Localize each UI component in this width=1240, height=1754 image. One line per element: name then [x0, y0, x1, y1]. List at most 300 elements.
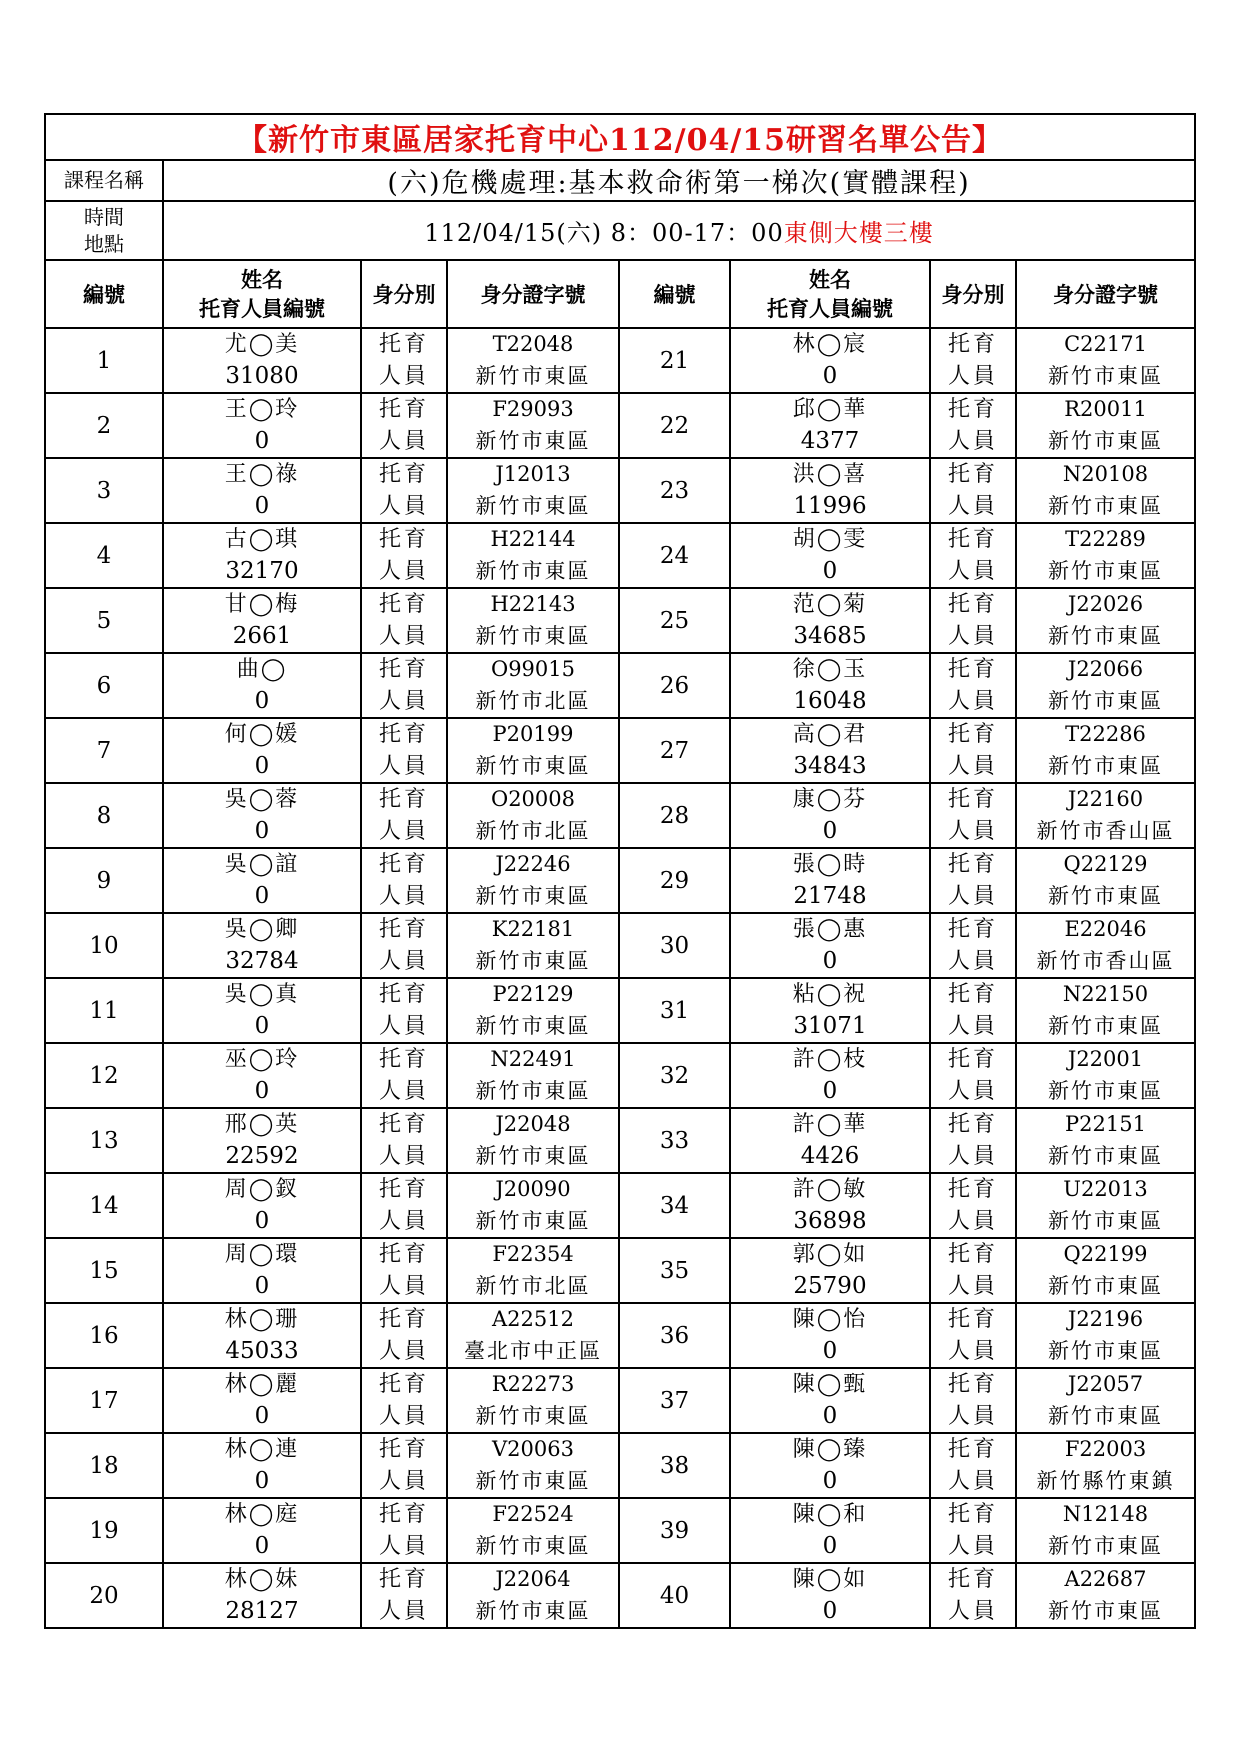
caregiver-cell	[163, 653, 361, 718]
col-header-id: 身分證字號	[447, 260, 619, 328]
caregiver-code: 4426	[800, 1143, 860, 1169]
caregiver-code: 0	[254, 1403, 270, 1429]
caregiver-name: 何◯媛	[224, 722, 300, 747]
caregiver-stack	[731, 394, 929, 457]
status-cell	[930, 1563, 1016, 1628]
status-line-1: 托育	[947, 462, 998, 487]
caregiver-name: 徐◯玉	[792, 657, 868, 682]
caregiver-code: 0	[254, 1468, 270, 1494]
id-stack	[448, 654, 618, 717]
status-line-1: 托育	[378, 657, 429, 682]
id-cell	[447, 653, 619, 718]
table-row	[45, 588, 1195, 653]
id-number: J20090	[495, 1177, 571, 1201]
id-cell	[447, 1108, 619, 1173]
id-area: 新竹市東區	[475, 1469, 591, 1493]
caregiver-code: 0	[254, 688, 270, 714]
caregiver-code: 25790	[793, 1273, 867, 1299]
status-line-1: 托育	[947, 1567, 998, 1592]
id-stack	[1017, 1044, 1194, 1107]
caregiver-cell	[163, 913, 361, 978]
id-number: E22046	[1064, 917, 1147, 941]
id-cell	[447, 1303, 619, 1368]
page-title: 【新竹市東區居家托育中心112/04/15研習名單公告】	[45, 114, 1195, 160]
status-line-1: 托育	[947, 657, 998, 682]
status-cell	[930, 458, 1016, 523]
status-cell	[361, 1563, 447, 1628]
id-stack	[1017, 784, 1194, 847]
status-line-2: 人員	[947, 1339, 998, 1364]
status-stack	[362, 524, 446, 587]
id-cell	[1016, 1303, 1195, 1368]
id-stack	[1017, 1109, 1194, 1172]
caregiver-cell	[730, 393, 930, 458]
id-number: T22048	[492, 332, 574, 356]
id-stack	[448, 784, 618, 847]
status-line-1: 托育	[947, 1372, 998, 1397]
status-line-1: 托育	[947, 1437, 998, 1462]
caregiver-stack	[731, 589, 929, 652]
status-line-1: 托育	[378, 1242, 429, 1267]
id-area: 新竹縣竹東鎮	[1036, 1469, 1175, 1493]
caregiver-code: 34685	[793, 623, 867, 649]
status-cell	[361, 1433, 447, 1498]
caregiver-code: 0	[254, 753, 270, 779]
caregiver-name: 康◯芬	[792, 787, 868, 812]
status-line-1: 托育	[378, 787, 429, 812]
id-stack	[1017, 1239, 1194, 1302]
id-area: 新竹市東區	[1048, 754, 1164, 778]
caregiver-stack	[164, 719, 360, 782]
caregiver-cell	[730, 718, 930, 783]
id-cell	[447, 1368, 619, 1433]
table-row	[45, 1108, 1195, 1173]
row-number: 37	[619, 1368, 730, 1433]
id-area: 新竹市東區	[1048, 1339, 1164, 1363]
status-stack	[362, 784, 446, 847]
id-stack	[1017, 1174, 1194, 1237]
status-cell	[361, 848, 447, 913]
id-stack	[1017, 979, 1194, 1042]
row-number: 16	[45, 1303, 163, 1368]
status-line-1: 托育	[947, 852, 998, 877]
status-cell	[930, 1043, 1016, 1108]
row-number: 2	[45, 393, 163, 458]
id-area: 新竹市東區	[1048, 1144, 1164, 1168]
id-number: V20063	[492, 1437, 574, 1461]
table-row	[45, 1433, 1195, 1498]
status-cell	[930, 978, 1016, 1043]
id-cell	[1016, 653, 1195, 718]
status-cell	[361, 913, 447, 978]
id-area: 新竹市東區	[475, 1079, 591, 1103]
caregiver-name: 吳◯蓉	[224, 787, 300, 812]
status-line-2: 人員	[378, 884, 429, 909]
table-row	[45, 523, 1195, 588]
status-line-1: 托育	[947, 1242, 998, 1267]
id-stack	[448, 1499, 618, 1562]
caregiver-cell	[730, 913, 930, 978]
status-cell	[361, 523, 447, 588]
status-line-2: 人員	[378, 364, 429, 389]
id-number: U22013	[1063, 1177, 1148, 1201]
id-area: 新竹市東區	[1048, 1534, 1164, 1558]
row-number: 20	[45, 1563, 163, 1628]
status-line-1: 托育	[378, 917, 429, 942]
course-label: 課程名稱	[45, 160, 163, 201]
row-number: 35	[619, 1238, 730, 1303]
caregiver-name: 吳◯卿	[224, 917, 300, 942]
status-line-2: 人員	[378, 1534, 429, 1559]
id-cell	[1016, 848, 1195, 913]
status-line-1: 托育	[947, 1502, 998, 1527]
status-stack	[931, 524, 1015, 587]
status-line-2: 人員	[947, 1209, 998, 1234]
status-line-1: 托育	[947, 1047, 998, 1072]
caregiver-code: 0	[822, 1338, 838, 1364]
row-number: 19	[45, 1498, 163, 1563]
caregiver-code: 11996	[793, 493, 867, 519]
id-area: 新竹市東區	[475, 559, 591, 583]
caregiver-stack	[164, 784, 360, 847]
id-cell	[1016, 783, 1195, 848]
id-number: H22144	[490, 527, 576, 551]
id-number: P22151	[1065, 1112, 1146, 1136]
caregiver-code: 0	[254, 1208, 270, 1234]
row-number: 34	[619, 1173, 730, 1238]
id-area: 新竹市東區	[1048, 1209, 1164, 1233]
id-number: J22048	[495, 1112, 571, 1136]
status-stack	[931, 784, 1015, 847]
row-number: 21	[619, 328, 730, 393]
caregiver-name: 林◯宸	[792, 332, 868, 357]
status-stack	[931, 654, 1015, 717]
status-line-2: 人員	[947, 494, 998, 519]
status-cell	[930, 1498, 1016, 1563]
id-area: 新竹市北區	[475, 819, 591, 843]
row-number: 22	[619, 393, 730, 458]
caregiver-code: 0	[254, 1013, 270, 1039]
status-stack	[931, 394, 1015, 457]
status-line-1: 托育	[947, 1307, 998, 1332]
caregiver-stack	[731, 524, 929, 587]
row-number: 25	[619, 588, 730, 653]
id-stack	[1017, 524, 1194, 587]
status-line-1: 托育	[378, 527, 429, 552]
caregiver-stack	[164, 1369, 360, 1432]
id-cell	[1016, 1433, 1195, 1498]
caregiver-cell	[730, 653, 930, 718]
caregiver-stack	[731, 1564, 929, 1627]
status-line-2: 人員	[947, 1274, 998, 1299]
id-number: F22354	[492, 1242, 574, 1266]
header-row	[45, 260, 1195, 328]
caregiver-stack	[164, 394, 360, 457]
caregiver-stack	[164, 654, 360, 717]
caregiver-code: 4377	[800, 428, 860, 454]
status-stack	[931, 1434, 1015, 1497]
status-cell	[930, 393, 1016, 458]
caregiver-code: 2661	[232, 623, 292, 649]
caregiver-name: 尤◯美	[224, 332, 300, 357]
id-area: 新竹市香山區	[1036, 819, 1175, 843]
status-line-2: 人員	[947, 1079, 998, 1104]
status-line-1: 托育	[378, 982, 429, 1007]
status-line-2: 人員	[378, 1404, 429, 1429]
id-stack	[1017, 914, 1194, 977]
id-number: F29093	[492, 397, 574, 421]
id-cell	[447, 1043, 619, 1108]
caregiver-name: 胡◯雯	[792, 527, 868, 552]
caregiver-stack	[164, 849, 360, 912]
row-number: 5	[45, 588, 163, 653]
caregiver-stack	[164, 1239, 360, 1302]
status-cell	[361, 393, 447, 458]
id-number: N22491	[490, 1047, 576, 1071]
id-area: 新竹市東區	[475, 364, 591, 388]
status-line-1: 托育	[378, 462, 429, 487]
status-stack	[931, 459, 1015, 522]
caregiver-name: 粘◯祝	[792, 982, 868, 1007]
id-number: F22003	[1064, 1437, 1147, 1461]
status-line-2: 人員	[947, 819, 998, 844]
col-header-name-l2: 托育人員編號	[199, 296, 325, 321]
caregiver-code: 0	[254, 1078, 270, 1104]
caregiver-stack	[164, 1174, 360, 1237]
caregiver-name: 陳◯甄	[792, 1372, 868, 1397]
status-line-2: 人員	[378, 624, 429, 649]
caregiver-code: 31071	[793, 1013, 867, 1039]
id-number: J22196	[1067, 1307, 1144, 1331]
caregiver-code: 36898	[793, 1208, 867, 1234]
id-stack	[448, 1369, 618, 1432]
id-area: 新竹市東區	[475, 1404, 591, 1428]
id-number: Q22199	[1063, 1242, 1148, 1266]
status-line-1: 托育	[947, 1177, 998, 1202]
caregiver-cell	[163, 1238, 361, 1303]
row-number: 4	[45, 523, 163, 588]
status-line-1: 托育	[947, 787, 998, 812]
caregiver-cell	[163, 1498, 361, 1563]
caregiver-name: 王◯玲	[224, 397, 300, 422]
status-line-2: 人員	[378, 1079, 429, 1104]
caregiver-stack	[731, 1174, 929, 1237]
table-row	[45, 978, 1195, 1043]
id-area: 新竹市東區	[1048, 494, 1164, 518]
table-row	[45, 1238, 1195, 1303]
status-line-1: 托育	[378, 1502, 429, 1527]
status-cell	[930, 1303, 1016, 1368]
status-cell	[361, 458, 447, 523]
caregiver-cell	[163, 393, 361, 458]
id-number: J22026	[1067, 592, 1144, 616]
status-line-1: 托育	[378, 1307, 429, 1332]
caregiver-code: 0	[254, 428, 270, 454]
caregiver-name: 陳◯如	[792, 1567, 868, 1592]
status-cell	[930, 1433, 1016, 1498]
status-line-1: 托育	[378, 1112, 429, 1137]
row-number: 13	[45, 1108, 163, 1173]
id-area: 新竹市東區	[1048, 689, 1164, 713]
status-line-1: 托育	[378, 1047, 429, 1072]
id-stack	[1017, 849, 1194, 912]
status-line-2: 人員	[947, 624, 998, 649]
id-stack	[448, 719, 618, 782]
table-row	[45, 783, 1195, 848]
id-cell	[447, 783, 619, 848]
caregiver-name: 陳◯和	[792, 1502, 868, 1527]
id-stack	[448, 1564, 618, 1627]
id-number: Q22129	[1063, 852, 1148, 876]
caregiver-stack	[164, 1044, 360, 1107]
status-line-1: 托育	[947, 397, 998, 422]
caregiver-cell	[163, 1173, 361, 1238]
table-row	[45, 458, 1195, 523]
caregiver-code: 16048	[793, 688, 867, 714]
caregiver-name: 張◯時	[792, 852, 868, 877]
row-number: 36	[619, 1303, 730, 1368]
status-line-2: 人員	[947, 559, 998, 584]
table-row	[45, 848, 1195, 913]
status-line-2: 人員	[378, 1014, 429, 1039]
id-cell	[447, 328, 619, 393]
status-stack	[931, 1369, 1015, 1432]
caregiver-code: 0	[822, 1598, 838, 1624]
id-stack	[448, 1109, 618, 1172]
caregiver-code: 0	[254, 883, 270, 909]
row-number: 15	[45, 1238, 163, 1303]
caregiver-name: 林◯庭	[224, 1502, 300, 1527]
id-area: 新竹市東區	[475, 1209, 591, 1233]
id-area: 新竹市東區	[1048, 429, 1164, 453]
status-line-1: 托育	[947, 592, 998, 617]
caregiver-cell	[163, 1368, 361, 1433]
id-area: 新竹市東區	[1048, 559, 1164, 583]
caregiver-name: 周◯釵	[224, 1177, 300, 1202]
caregiver-name: 曲◯	[236, 657, 288, 682]
status-line-2: 人員	[378, 559, 429, 584]
id-stack	[1017, 394, 1194, 457]
status-cell	[361, 978, 447, 1043]
id-cell	[1016, 718, 1195, 783]
id-area: 新竹市東區	[475, 884, 591, 908]
caregiver-code: 0	[822, 948, 838, 974]
status-stack	[362, 979, 446, 1042]
status-line-2: 人員	[947, 1599, 998, 1624]
id-cell	[1016, 913, 1195, 978]
status-cell	[361, 328, 447, 393]
caregiver-cell	[730, 1108, 930, 1173]
row-number: 11	[45, 978, 163, 1043]
status-cell	[361, 588, 447, 653]
caregiver-code: 0	[254, 1273, 270, 1299]
id-cell	[1016, 1043, 1195, 1108]
col-header-name-l1: 姓名	[241, 267, 283, 292]
table-row	[45, 1368, 1195, 1433]
status-line-2: 人員	[378, 1274, 429, 1299]
col-header-id-2: 身分證字號	[1016, 260, 1195, 328]
caregiver-name: 許◯枝	[792, 1047, 868, 1072]
time-place-label	[45, 201, 163, 260]
table-row	[45, 1043, 1195, 1108]
col-header-status: 身分別	[361, 260, 447, 328]
row-number: 17	[45, 1368, 163, 1433]
id-area: 新竹市香山區	[1036, 949, 1175, 973]
caregiver-stack	[164, 329, 360, 392]
id-area: 新竹市東區	[475, 624, 591, 648]
caregiver-code: 32170	[225, 558, 299, 584]
status-cell	[361, 783, 447, 848]
caregiver-stack	[731, 1239, 929, 1302]
id-cell	[447, 1173, 619, 1238]
id-cell	[1016, 1238, 1195, 1303]
caregiver-stack	[731, 849, 929, 912]
caregiver-name: 郭◯如	[792, 1242, 868, 1267]
id-cell	[1016, 588, 1195, 653]
caregiver-cell	[163, 588, 361, 653]
row-number: 8	[45, 783, 163, 848]
status-stack	[362, 654, 446, 717]
row-number: 18	[45, 1433, 163, 1498]
id-number: J22057	[1067, 1372, 1144, 1396]
id-area: 臺北市中正區	[464, 1339, 602, 1363]
caregiver-stack	[164, 524, 360, 587]
status-stack	[362, 1369, 446, 1432]
id-cell	[447, 588, 619, 653]
row-number: 40	[619, 1563, 730, 1628]
caregiver-cell	[163, 978, 361, 1043]
status-cell	[930, 328, 1016, 393]
id-stack	[448, 1239, 618, 1302]
caregiver-stack	[731, 1369, 929, 1432]
caregiver-cell	[730, 1368, 930, 1433]
id-number: O20008	[490, 787, 576, 811]
col-header-num: 編號	[45, 260, 163, 328]
id-area: 新竹市東區	[475, 494, 591, 518]
id-number: J22064	[495, 1567, 571, 1591]
caregiver-code: 22592	[225, 1143, 299, 1169]
place-value: 東側大樓三樓	[783, 219, 934, 247]
id-stack	[1017, 654, 1194, 717]
status-line-2: 人員	[947, 429, 998, 454]
caregiver-name: 古◯琪	[224, 527, 300, 552]
caregiver-code: 0	[822, 1533, 838, 1559]
row-number: 7	[45, 718, 163, 783]
status-line-2: 人員	[378, 1339, 429, 1364]
caregiver-name: 邢◯英	[224, 1112, 300, 1137]
id-area: 新竹市東區	[475, 429, 591, 453]
row-number: 9	[45, 848, 163, 913]
id-number: J22160	[1067, 787, 1144, 811]
caregiver-cell	[163, 783, 361, 848]
caregiver-code: 28127	[225, 1598, 299, 1624]
id-cell	[1016, 1563, 1195, 1628]
row-number: 24	[619, 523, 730, 588]
caregiver-cell	[730, 1498, 930, 1563]
id-area: 新竹市東區	[475, 1534, 591, 1558]
status-line-2: 人員	[947, 1014, 998, 1039]
status-line-2: 人員	[947, 949, 998, 974]
status-stack	[362, 849, 446, 912]
status-line-2: 人員	[378, 754, 429, 779]
status-stack	[362, 1044, 446, 1107]
id-area: 新竹市東區	[1048, 1404, 1164, 1428]
id-cell	[1016, 1368, 1195, 1433]
status-stack	[931, 1564, 1015, 1627]
id-area: 新竹市東區	[1048, 1599, 1164, 1623]
id-number: T22289	[1065, 527, 1146, 551]
id-number: R22273	[491, 1372, 575, 1396]
